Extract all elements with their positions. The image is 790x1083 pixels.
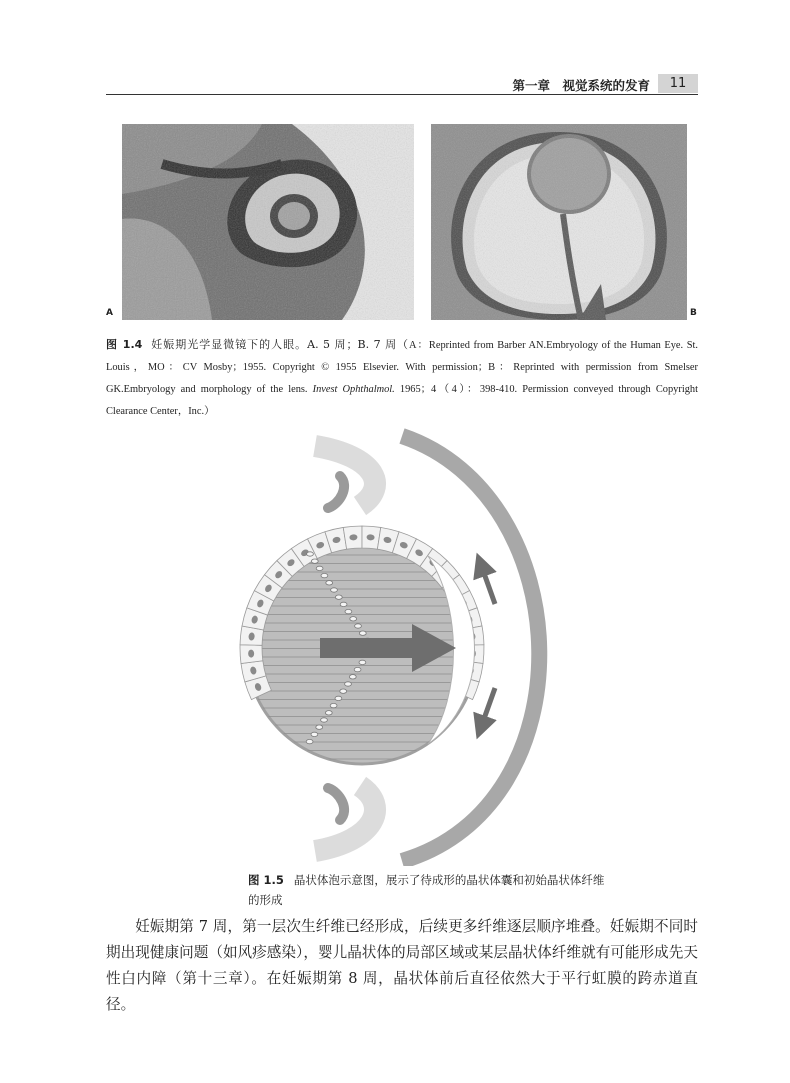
fiber-nucleus	[349, 675, 356, 679]
panel-b-label: B	[690, 308, 697, 318]
lower-migration-arrow	[480, 688, 495, 730]
chapter-title: 第一章 视觉系统的发育	[512, 78, 650, 93]
fiber-nucleus	[306, 739, 313, 743]
lens-vesicle-diagram	[150, 426, 650, 866]
page-header	[106, 76, 698, 95]
fiber-nucleus	[307, 552, 314, 556]
fiber-nucleus	[331, 588, 338, 592]
figure-1-4-journal: Invest Ophthalmol.	[312, 384, 395, 395]
page-number: 11	[658, 74, 698, 93]
fiber-nucleus	[354, 667, 361, 671]
fiber-nucleus	[311, 559, 318, 563]
fiber-nucleus	[316, 566, 323, 570]
fiber-nucleus	[326, 581, 333, 585]
figure-1-5-caption-text: 晶状体泡示意图，展示了待成形的晶状体囊和初始晶状体纤维的形成	[248, 873, 605, 907]
figure-1-4-number: 图 1.4	[106, 338, 143, 351]
fiber-nucleus	[359, 631, 366, 635]
upper-hook	[328, 476, 344, 508]
fiber-nucleus	[350, 617, 357, 621]
lower-hook	[328, 788, 344, 820]
micrograph-panel-b	[431, 124, 687, 320]
fiber-nucleus	[330, 703, 337, 707]
fiber-nucleus	[345, 609, 352, 613]
fiber-nucleus	[359, 660, 366, 664]
figure-1-4-caption-zh: 妊娠期光学显微镜下的人眼。A. 5 周；B. 7 周（	[150, 338, 410, 351]
fiber-nucleus	[340, 689, 347, 693]
fiber-nucleus	[325, 711, 332, 715]
fiber-nucleus	[311, 732, 318, 736]
fiber-nucleus	[321, 573, 328, 577]
fiber-nucleus	[335, 696, 342, 700]
body-paragraph: 妊娠期第 7 周，第一层次生纤维已经形成，后续更多纤维逐层顺序堆叠。妊娠期不同时期出现健康问题（如风疹感染），婴儿晶状体的局部区域或某层晶状体纤维就有可能形成先天性白内障（第十三章）。在妊娠期第 8 周，晶状体前后直径依然大于平行虹膜的跨赤道直径。	[106, 918, 698, 1013]
body-text	[106, 914, 698, 1018]
figure-1-4-caption	[106, 334, 698, 423]
figure-1-4	[106, 124, 698, 324]
figure-1-5-caption	[248, 870, 608, 910]
fiber-nucleus	[316, 725, 323, 729]
micrograph-panel-a	[122, 124, 414, 320]
upper-migration-arrow	[480, 562, 495, 604]
fiber-nucleus	[340, 602, 347, 606]
figure-1-4-caption-en-1: A：Reprinted from Barber AN.Embryology of the Human Eye. St. Louis，MO：CV Mosby；1955. Copyright © 1955 Elsevier. With permission；B：Reprinted with permission from Smelser GK.Embryology and morphology of the lens.	[106, 340, 698, 395]
figure-1-5-number: 图 1.5	[248, 873, 284, 887]
fiber-nucleus	[345, 682, 352, 686]
figure-1-4-caption-en-2: 1965；4（4）：398-410. Permission conveyed through Copyright Clearance Center，Inc.）	[106, 384, 698, 417]
fiber-nucleus	[335, 595, 342, 599]
fiber-nucleus	[355, 624, 362, 628]
fiber-nucleus	[321, 718, 328, 722]
panel-a-label: A	[106, 308, 113, 318]
